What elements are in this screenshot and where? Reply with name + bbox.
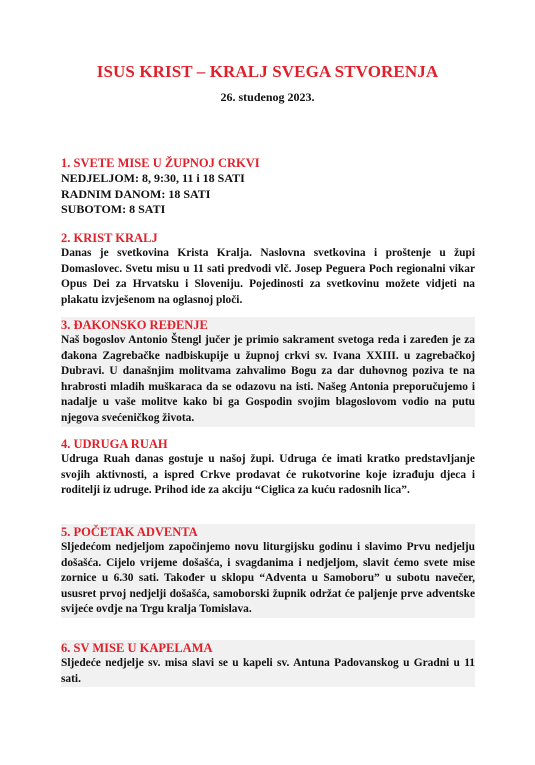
section-chapel-masses (61, 640, 475, 687)
schedule-line: NEDJELJOM: 8, 9:30, 11 i 18 SATI (61, 171, 245, 185)
schedule-line: SUBOTOM: 8 SATI (61, 202, 166, 216)
section-ordination (61, 317, 475, 427)
section-mass-schedule (61, 155, 475, 218)
section-text: Naš bogoslov Antonio Štengl jučer je primio sakrament svetoga reda i zaređen je za đakona Zagrebačke nadbiskupije u župnoj crkvi sv. Ivana XXIII. u zagrebačkoj Dubravi. U današnjim molitvama zahvalimo Bogu za dar duhovnog poziva te na hrabrosti mladih muškaraca da se odazovu na isti. Našeg Antonia preporučujemo i nadalje u vaše molitve kako bi ga Gospodin svojim blagoslovom vodio na putu njegova svećeničkog života. (61, 334, 475, 424)
section-heading: 2. KRIST KRALJ (61, 231, 158, 245)
section-heading: 6. SV MISE U KAPELAMA (61, 641, 213, 655)
document-date: 26. studenog 2023. (220, 90, 315, 104)
section-heading: 3. ĐAKONSKO REĐENJE (61, 318, 208, 332)
section-heading: 1. SVETE MISE U ŽUPNOJ CRKVI (61, 156, 260, 170)
schedule-line: RADNIM DANOM: 18 SATI (61, 186, 211, 201)
section-ruah (61, 436, 475, 499)
section-heading: 5. POČETAK ADVENTA (61, 525, 198, 539)
document-title: ISUS KRIST – KRALJ SVEGA STVORENJA (96, 62, 439, 81)
section-christ-king (61, 230, 475, 308)
section-text: Udruga Ruah danas gostuje u našoj župi. Udruga će imati kratko predstavljanje svojih aktivnosti, a ispred Crkve prodavat će rukotvorine koje izrađuju djeca i roditelji iz udruge. Prihod ide za akciju “Ciglica za kuću radosnih lica”. (61, 453, 475, 497)
section-text: Danas je svetkovina Krista Kralja. Naslovna svetkovina i proštenje u župi Domaslovec. Svetu misu u 11 sati predvodi vlč. Josep Peguera Poch regionalni vikar Opus Dei za Hrvatsku i Sloveniju. Pojedinosti za svetkovinu možete vidjeti na plakatu izvješenom na oglasnoj ploči. (61, 247, 475, 306)
section-text: Sljedećom nedjeljom započinjemo novu liturgijsku godinu i slavimo Prvu nedjelju došašća. Cijelo vrijeme došašća, i svagdanima i nedjeljom, slavit ćemo svete mise zornice u 6.30 sati. Također u sklopu “Adventa u Samoboru” u subotu navečer, ususret prvoj nedjelji došašća, samoborski župnik održat će paljenje prve adventske svijeće ovdje na Trgu kralja Tomislava. (61, 541, 475, 616)
section-text: Sljedeće nedjelje sv. misa slavi se u kapeli sv. Antuna Padovanskog u Gradni u 11 sati. (61, 657, 475, 685)
section-heading: 4. UDRUGA RUAH (61, 437, 168, 451)
section-advent (61, 524, 475, 618)
